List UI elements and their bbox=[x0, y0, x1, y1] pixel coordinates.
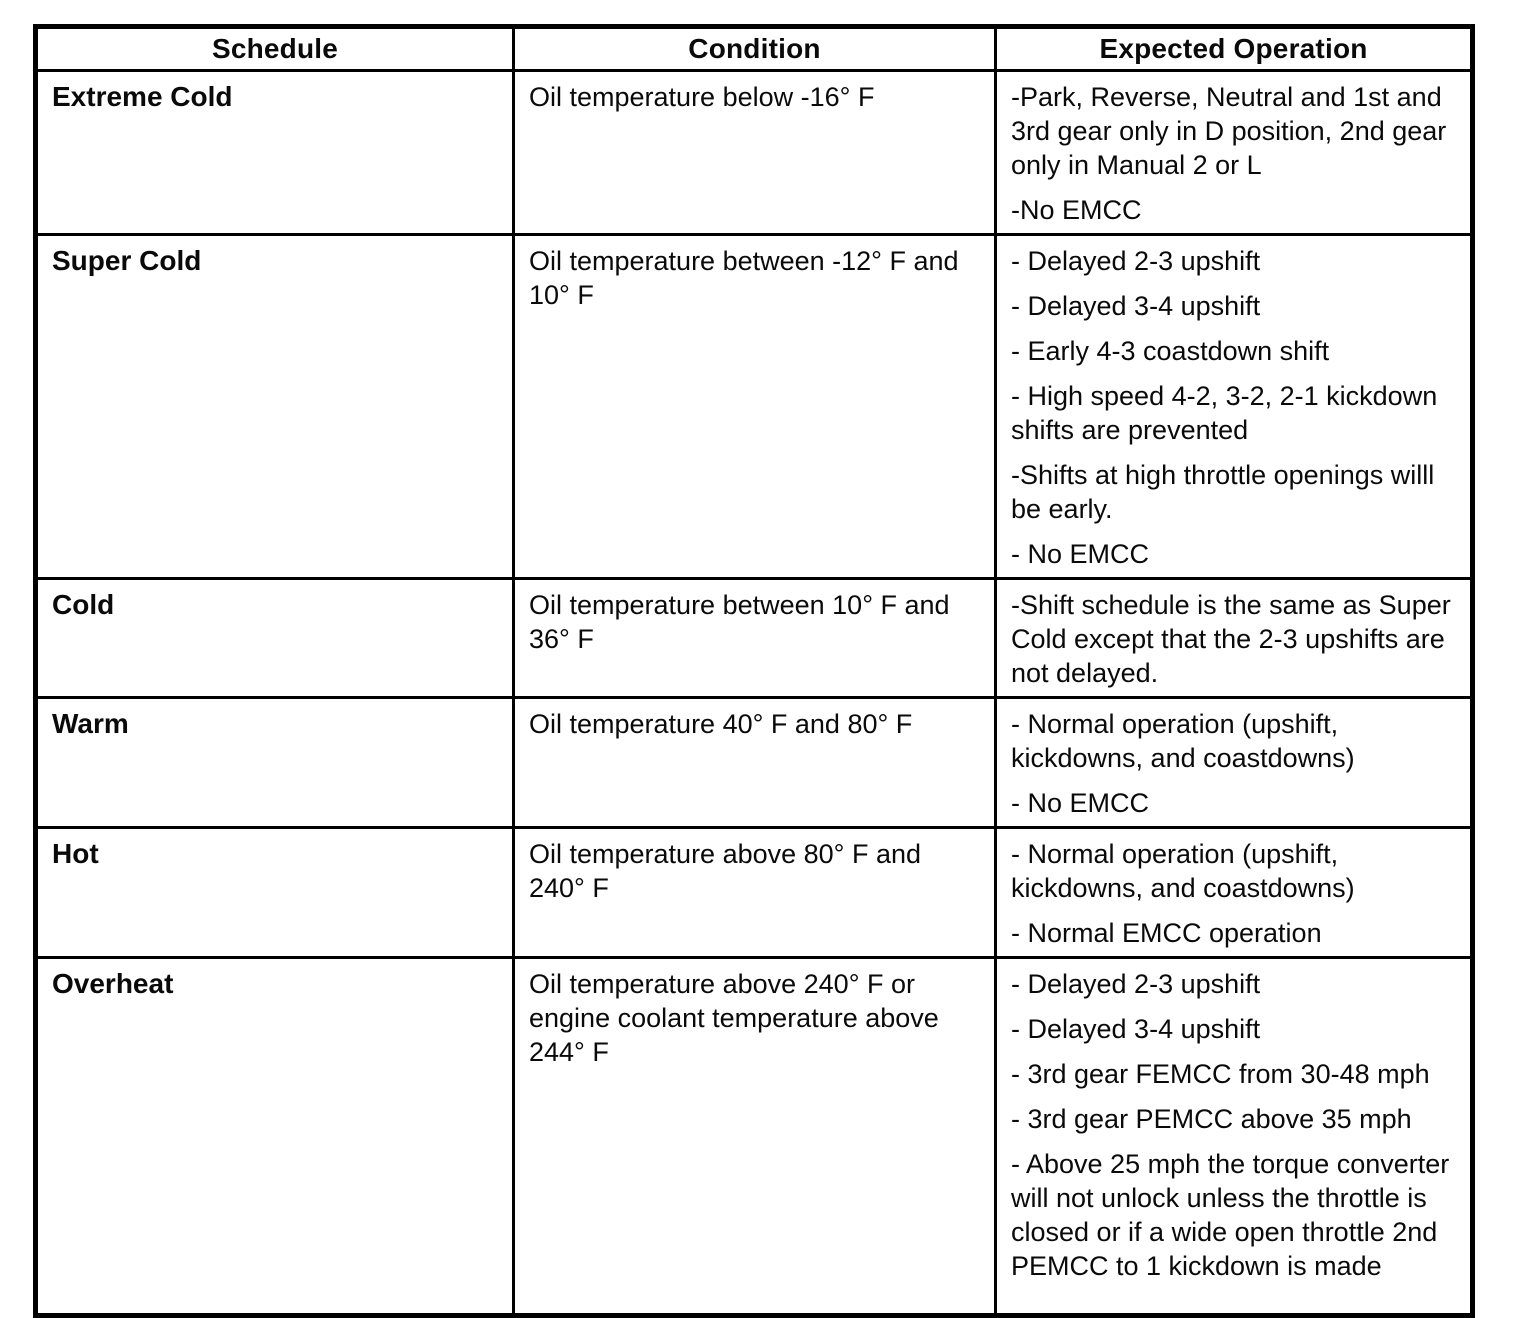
operation-item: -No EMCC bbox=[1011, 195, 1142, 225]
schedule-cell: Super Cold bbox=[36, 235, 514, 579]
operation-item: - Normal operation (upshift, kickdowns, and coastdowns) bbox=[1011, 709, 1355, 773]
operation-item: - Above 25 mph the torque converter will not unlock unless the throttle is closed or if a wide open throttle 2nd PEMCC to 1 kickdown is made bbox=[1011, 1149, 1450, 1281]
condition-cell: Oil temperature above 80° F and 240° F bbox=[514, 828, 996, 958]
operation-item: - Delayed 2-3 upshift bbox=[1011, 969, 1261, 999]
expected-operation-cell bbox=[996, 698, 1473, 828]
operation-item: - High speed 4-2, 3-2, 2-1 kickdown shifts are prevented bbox=[1011, 381, 1438, 445]
column-header-schedule: Schedule bbox=[36, 27, 514, 71]
table-row bbox=[36, 958, 1473, 1316]
operation-item: - 3rd gear PEMCC above 35 mph bbox=[1011, 1104, 1412, 1134]
condition-cell: Oil temperature between 10° F and 36° F bbox=[514, 579, 996, 698]
column-header-condition: Condition bbox=[514, 27, 996, 71]
expected-operation-cell bbox=[996, 828, 1473, 958]
condition-cell: Oil temperature between -12° F and 10° F bbox=[514, 235, 996, 579]
operation-item: - Delayed 3-4 upshift bbox=[1011, 1014, 1261, 1044]
condition-cell: Oil temperature below -16° F bbox=[514, 71, 996, 235]
operation-item: -Shifts at high throttle openings willl be early. bbox=[1011, 460, 1435, 524]
condition-cell: Oil temperature above 240° F or engine coolant temperature above 244° F bbox=[514, 958, 996, 1316]
operation-item: - 3rd gear FEMCC from 30-48 mph bbox=[1011, 1059, 1430, 1089]
operation-item: - Delayed 2-3 upshift bbox=[1011, 246, 1261, 276]
schedule-cell: Overheat bbox=[36, 958, 514, 1316]
operation-item: - Early 4-3 coastdown shift bbox=[1011, 336, 1330, 366]
expected-operation-cell bbox=[996, 71, 1473, 235]
operation-item: -Shift schedule is the same as Super Cold except that the 2-3 upshifts are not delayed. bbox=[1011, 590, 1451, 688]
shift-schedule-table bbox=[33, 24, 1475, 1318]
expected-operation-cell bbox=[996, 235, 1473, 579]
schedule-cell: Warm bbox=[36, 698, 514, 828]
schedule-cell: Extreme Cold bbox=[36, 71, 514, 235]
table-row bbox=[36, 71, 1473, 235]
expected-operation-cell bbox=[996, 958, 1473, 1316]
schedule-cell: Hot bbox=[36, 828, 514, 958]
operation-item: - Normal EMCC operation bbox=[1011, 918, 1322, 948]
table-row bbox=[36, 579, 1473, 698]
operation-item: -Park, Reverse, Neutral and 1st and 3rd gear only in D position, 2nd gear only in Manual 2 or L bbox=[1011, 82, 1447, 180]
condition-cell: Oil temperature 40° F and 80° F bbox=[514, 698, 996, 828]
header-row bbox=[36, 27, 1473, 71]
operation-item: - Delayed 3-4 upshift bbox=[1011, 291, 1261, 321]
column-header-expected-operation: Expected Operation bbox=[996, 27, 1473, 71]
table-row bbox=[36, 828, 1473, 958]
table-row bbox=[36, 698, 1473, 828]
operation-item: - No EMCC bbox=[1011, 788, 1150, 818]
operation-item: - No EMCC bbox=[1011, 539, 1150, 569]
expected-operation-cell bbox=[996, 579, 1473, 698]
table-row bbox=[36, 235, 1473, 579]
schedule-cell: Cold bbox=[36, 579, 514, 698]
operation-item: - Normal operation (upshift, kickdowns, and coastdowns) bbox=[1011, 839, 1355, 903]
